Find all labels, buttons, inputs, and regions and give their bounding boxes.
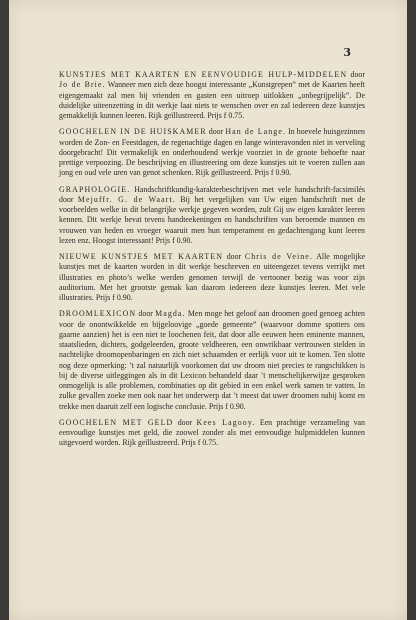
catalogue-entry <box>59 252 365 303</box>
catalogue-entry <box>59 185 365 247</box>
entry-author: Kees Lagooy. <box>196 417 256 427</box>
entry-title: KUNSTJES MET KAARTEN EN EENVOUDIGE HULP-MIDDELEN <box>59 70 348 79</box>
entry-title: DROOMLEXICON <box>59 309 137 319</box>
entry-by: door <box>226 252 242 261</box>
entry-text: Wanneer men zich deze hoogst interessante „Kunstgrepen” met de Kaarten heeft eigengemaakt zal men bij vrienden en gasten een uitroep uitlokken „onbegrijpelijk”. De duidelijke uiteenzetting in dit werkje laat niets te wenschen over en zal iedereen deze kunstjes gemakkelijk kunnen leeren. Rijk geïllustreerd. Prijs f 0.75. <box>59 80 365 120</box>
entry-text: In hoevele huisgezinnen worden de Zon- en Feestdagen, de regenachtige dagen en lange winteravonden niet in verveling doorgebracht! Dit vermakelijk en onderhoudend werkje voorziet in de groote behoefte naar prettige verpoozing. De beschrijving en illustreering om deze kunstjes uit te voeren zullen aan jong en oud vele uren van genot schenken. Rijk geïllustreerd. Prijs f 0.90. <box>59 127 366 178</box>
entry-title: NIEUWE KUNSTJES MET KAARTEN <box>59 252 224 261</box>
entry-by: door <box>177 417 193 427</box>
entry-author: Han de Lange. <box>225 127 287 137</box>
entry-by: door <box>138 309 153 319</box>
entry-by: door <box>350 70 365 79</box>
entry-text: Een prachtige verzameling van eenvoudige kunstjes met geld, die zoowel zonder als met eenvoudige hulpmiddelen kunnen uitgevoerd worden. Rijk geïllustreerd. Prijs f 0.75. <box>59 417 365 448</box>
entry-title: GOOCHELEN IN DE HUISKAMER <box>59 127 207 137</box>
catalogue-entry <box>59 70 365 121</box>
catalogue-entry <box>59 309 365 412</box>
entry-by: Handschriftkundig-karakterbeschrijven met vele handschrift-facsimilés door <box>59 184 365 204</box>
entry-text: Alle mogelijke kunstjes met de kaarten worden in dit werkje beschreven en uiteengezet tevens verrijkt met illustraties en photo’s welke werden genomen terwijl de vertooner bezig was voor zijn auditorium. Met het grootste gemak kan daarom iedereen deze kunstjes leeren. Met vele illustraties. Prijs f 0.90. <box>59 252 365 302</box>
entry-author: Magda. <box>155 309 186 319</box>
catalogue-text <box>59 70 365 455</box>
page-number: 3 <box>343 46 351 59</box>
entry-title: GOOCHELEN MET GELD <box>59 417 174 427</box>
entry-text: Men moge het geloof aan droomen goed genoeg achten voor de onontwikkelde en bijgeloovige „goede gemeente” (waarvoor domme spotters ons gaarne aanzien) het is een niet te loochenen feit, dat door alle eeuwen heen eminente mannen, staatslieden, dichters, godgeleerden, groote veldheeren, een onwrikbaar vertrouwen stelden in nachtelijke droomopenbaringen en zich niet schaamden er eerlijk voor uit te komen. Ten slotte nog deze opmerking: ’t zal natuurlijk voorkomen dat uw droom niet precies te rangschikken is bij de diverse uitleggingen als in dit Lexicon behandeld daar ’t menschelijkerwijze gesproken onmogelijk is alle problemen, combinaties op dit gebied in een enkel werk samen te vatten. In zulke gevallen zoeke men ook naar het onderwerp dat ’t meest dat uwer droomen nabij komt en trekke men daaruit zelf een logische conclusie. Prijs f 0.90. <box>59 309 365 411</box>
entry-author: Chris de Veine. <box>244 252 313 261</box>
catalogue-entry <box>59 418 365 449</box>
entry-by: door <box>208 127 224 137</box>
book-page <box>9 0 407 620</box>
entry-text: Bij het vergelijken van Uw eigen handschrift met de voorbeelden welke in dit belangrijke werkje gegeven worden, zult Gij uw eigen karakter leeren kennen. Dit werkje bevat tevens handteekeningen en handschriften van beroemde mannen en vrouwen van heden en vroeger waaruit men hun temperament en gedachtengang kunt leeren lezen enz. Hoogst interessant! Prijs f 0.90. <box>59 194 365 245</box>
entry-author: Mejuffr. G. de Waart. <box>77 194 176 204</box>
entry-author: Jo de Brie. <box>59 80 106 90</box>
catalogue-entry <box>59 127 365 178</box>
entry-title: GRAPHOLOGIE. <box>59 184 131 194</box>
